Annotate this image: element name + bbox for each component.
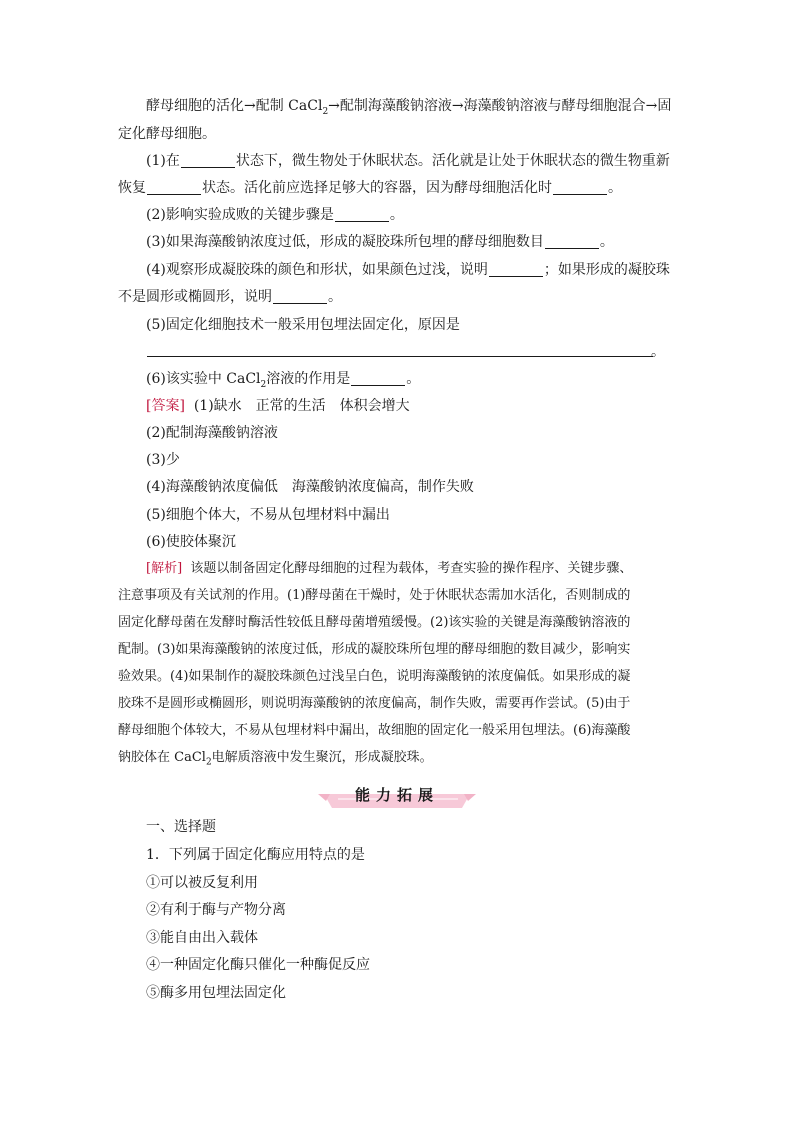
analysis-line-6: 胶珠不是圆形或椭圆形，则说明海藻酸钠的浓度偏高，制作失败，需要再作尝试。(5)由于 — [118, 696, 631, 711]
choice-option: ④一种固定化酶只催化一种酶促反应 — [146, 957, 370, 973]
answer-line-3: (3)少 — [146, 452, 180, 468]
analysis-line-4: 配制。(3)如果海藻酸钠的浓度过低，形成的凝胶珠所包埋的酵母细胞的数目减少，影响实 — [118, 642, 631, 657]
analysis-line-3: 固定化酵母菌在发酵时酶活性较低且酵母菌增殖缓慢。(2)该实验的关键是海藻酸钠溶液的 — [118, 615, 631, 630]
analysis-line-7: 酵母细胞个体较大，不易从包埋材料中漏出，故细胞的固定化一般采用包埋法。(6)海藻酸 — [118, 723, 631, 738]
answer-line-2: (2)配制海藻酸钠溶液 — [146, 425, 278, 441]
analysis-tag: [解析] — [146, 561, 183, 576]
question-3: (3)如果海藻酸钠浓度过低，形成的凝胶珠所包埋的酵母细胞数目 。 — [146, 234, 614, 250]
choice-question: 1．下列属于固定化酶应用特点的是 — [146, 847, 365, 863]
choice-heading: 一、选择题 — [146, 819, 216, 835]
answer-line-5: (5)细胞个体大，不易从包埋材料中漏出 — [146, 507, 390, 523]
choice-option: ③能自由出入载体 — [146, 930, 258, 946]
analysis-line-2: 注意事项及有关试剂的作用。(1)酵母菌在干燥时，处于休眠状态需加水活化，否则制成的 — [118, 588, 631, 603]
answer-line-6: (6)使胶体聚沉 — [146, 534, 236, 550]
section-banner — [318, 786, 476, 810]
analysis-line-8: 钠胶体在 CaCl$_2$电解质溶液中发生聚沉，形成凝胶珠。 — [118, 750, 433, 768]
answer-blank[interactable] — [351, 370, 405, 386]
answer-blank[interactable] — [489, 261, 543, 277]
answer-blank[interactable] — [273, 288, 327, 304]
answer-blank[interactable] — [335, 206, 389, 222]
answer-blank[interactable] — [545, 233, 599, 249]
question-6: (6)该实验中 CaCl$_2$溶液的作用是 。 — [146, 371, 421, 390]
answer-blank-long[interactable] — [147, 356, 653, 357]
question-5: (5)固定化细胞技术一般采用包埋法固定化，原因是 — [146, 317, 460, 333]
answer-blank[interactable] — [147, 179, 201, 195]
choice-option: ②有利于酶与产物分离 — [146, 902, 286, 918]
analysis-line-1: [解析] 该题以制备固定化酵母细胞的过程为载体，考查实验的操作程序、关键步骤、 — [146, 561, 633, 576]
question-1-line-2: 恢复 状态。活化前应选择足够大的容器，因为酵母细胞活化时 。 — [118, 180, 622, 196]
question-4-line-1: (4)观察形成凝胶珠的颜色和形状，如果颜色过浅，说明 ；如果形成的凝胶珠 — [146, 262, 670, 278]
answer-tag: [答案] — [146, 398, 185, 414]
intro-line-1: 酵母细胞的活化→配制 CaCl$_2$→配制海藻酸钠溶液→海藻酸钠溶液与酵母细胞混合→固 — [146, 98, 672, 117]
analysis-line-5: 验效果。(4)如果制作的凝胶珠颜色过浅呈白色，说明海藻酸钠的浓度偏低。如果形成的凝 — [118, 669, 631, 684]
choice-option: ①可以被反复利用 — [146, 875, 258, 891]
answer-blank[interactable] — [181, 152, 235, 168]
answer-line-4: (4)海藻酸钠浓度偏低 海藻酸钠浓度偏高，制作失败 — [146, 479, 474, 495]
question-4-line-2: 不是圆形或椭圆形，说明 。 — [118, 289, 342, 305]
intro-line-2: 定化酵母细胞。 — [118, 126, 216, 142]
answer-line-1: [答案] (1)缺水 正常的生活 体积会增大 — [146, 398, 410, 414]
choice-option: ⑤酶多用包埋法固定化 — [146, 985, 286, 1001]
question-5-end: 。 — [651, 344, 665, 360]
question-1-line-1: (1)在 状态下，微生物处于休眠状态。活化就是让处于休眠状态的微生物重新 — [146, 153, 670, 169]
section-title: 能力拓展 — [354, 786, 439, 804]
answer-blank[interactable] — [553, 179, 607, 195]
question-2: (2)影响实验成败的关键步骤是 。 — [146, 207, 404, 223]
